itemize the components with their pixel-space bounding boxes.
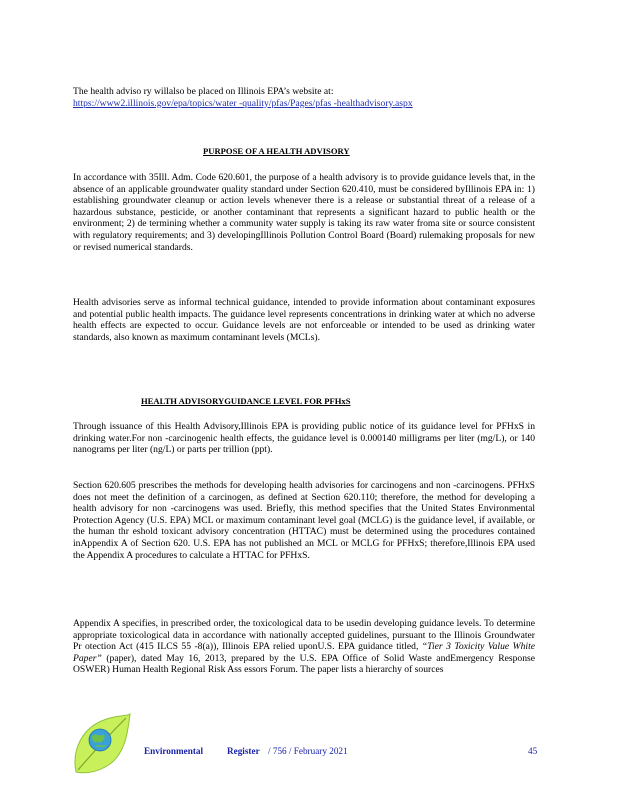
health-advisory-link[interactable]: https://www2.illinois.gov/epa/topics/water -quality/pfas/Pages/pfas -healthadvisory.aspx	[73, 97, 413, 109]
guidance-paragraph-3	[73, 618, 535, 676]
intro-paragraph	[73, 86, 535, 109]
footer-page-number: 45	[528, 746, 538, 756]
paper-title: “Tier 3 Toxicity Value White Paper”	[73, 641, 535, 664]
footer-publication: Environmental	[144, 746, 204, 756]
intro-text: The health adviso ry willalso be placed on Illinois EPA’s website at:	[73, 86, 334, 97]
guidance-paragraph-2: Section 620.605 prescribes the methods for developing health advisories for carcinogens and non -carcinogens. PFHxS does not meet the definition of a carcinogen, as defined at Section 620.110; therefore, the method for developing a health advisory for non -carcinogens was used. Briefly, this method specifies that the United States Environmental Protection Agency (U.S. EPA) MCL or maximum contaminant level goal (MCLG) is the guidance level, if available, or the human thr eshold toxicant advisory concentration (HTTAC) must be determined using the procedures contained inAppendix A of Section 620. U.S. EPA has not published an MCL or MCLG for PFHxS; therefore,Illinois EPA used the Appendix A procedures to calculate a HTTAC for PFHxS.	[73, 480, 535, 561]
purpose-paragraph-1: In accordance with 35Ill. Adm. Code 620.601, the purpose of a health advisory is to provide guidance levels that, in the absence of an applicable groundwater quality standard under Section 620.410, must be considered byIllinois EPA in: 1) establishing groundwater cleanup or action levels whenever there is a release or substantial threat of a release of a hazardous substance, pesticide, or another contaminant that represents a significant hazard to public health or the environment; 2) de termining whether a community water supply is taking its raw water froma site or source consistent with regulatory requirements; and 3) developingIllinois Pollution Control Board (Board) rulemaking proposals for new or revised numerical standards.	[73, 172, 535, 253]
guidance-paragraph-1: Through issuance of this Health Advisory,Illinois EPA is providing public notice of its guidance level for PFHxS in drinking water.For non -carcinogenic health effects, the guidance level is 0.000140 milligrams per liter (mg/L), or 140 nanograms per liter (ng/L) or parts per trillion (ppt).	[73, 421, 535, 456]
purpose-heading: PURPOSE OF A HEALTH ADVISORY	[203, 146, 350, 156]
guidance-paragraph-3-end: (paper), dated May 16, 2013, prepared by the U.S. EPA Office of Solid Waste andEmergency Response OSWER) Human Health Regional Risk Ass essors Forum. The paper lists a hierarchy of sources	[73, 652, 535, 676]
guidance-paragraph-3-start: Appendix A specifies, in prescribed order, the toxicological data to be usedin developing guidance levels. To determine appropriate toxicological data in accordance with nationally accepted guidelines, pursuant to the Illinois Groundwater Pr otection Act (415 ILCS 55 -8(a)), Illinois EPA relied uponU.S. EPA guidance titled,	[73, 618, 535, 653]
footer-register: Register	[227, 746, 260, 756]
footer-issue: / 756 / February 2021	[268, 746, 348, 756]
purpose-paragraph-2: Health advisories serve as informal technical guidance, intended to provide information about contaminant exposures and potential public health impacts. The guidance level represents concentrations in drinking water at which no adverse health effects are expected to occur. Guidance levels are not enforceable or intended to be used as drinking water standards, also known as maximum contaminant levels (MCLs).	[73, 297, 535, 343]
environmental-register-logo-icon	[70, 712, 132, 778]
guidance-heading: HEALTH ADVISORYGUIDANCE LEVEL FOR PFHxS	[141, 396, 351, 406]
